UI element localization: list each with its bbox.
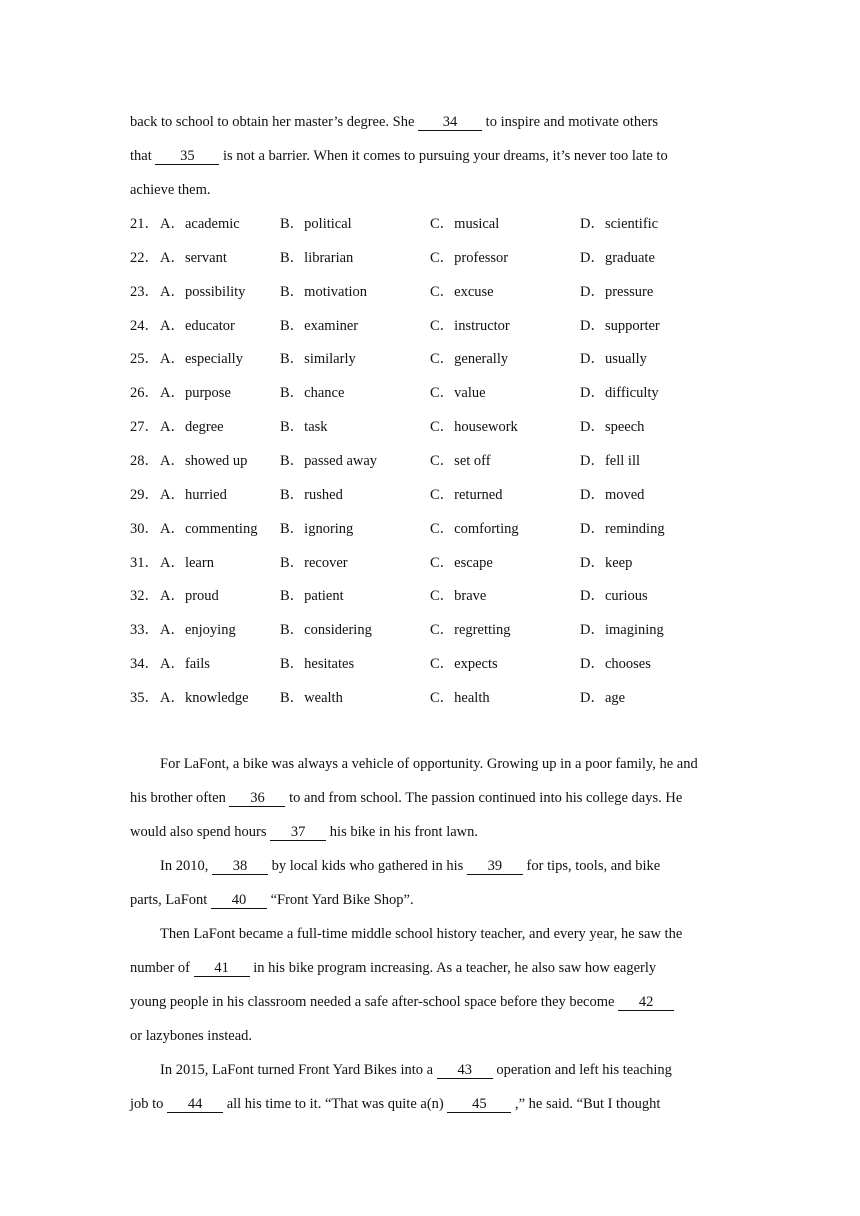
blank-41[interactable]: 41 <box>194 960 250 977</box>
question-number: 28． <box>130 453 159 469</box>
option-b[interactable]: B．hesitates <box>280 656 355 672</box>
text: that <box>130 148 156 164</box>
passage2-line: Then LaFont became a full-time middle school history teacher, and every year, he saw the <box>160 926 683 942</box>
text: is not a barrier. When it comes to pursuing your dreams, it’s never too late to <box>219 148 668 164</box>
option-d[interactable]: D．reminding <box>580 520 665 537</box>
option-d[interactable]: D．scientific <box>580 216 659 232</box>
option-d[interactable]: D．curious <box>580 588 648 605</box>
question-row <box>130 620 770 640</box>
option-a[interactable]: A．learn <box>160 554 214 571</box>
text: number of <box>130 960 194 976</box>
option-c[interactable]: C．value <box>430 385 486 402</box>
option-c[interactable]: C．comforting <box>430 520 519 537</box>
option-a[interactable]: A．especially <box>160 351 243 368</box>
option-d[interactable]: D．moved <box>580 486 645 503</box>
question-row <box>130 282 770 302</box>
passage1-line <box>130 112 658 132</box>
text: In 2010, <box>160 858 212 874</box>
passage2-line <box>130 1094 660 1114</box>
option-a[interactable]: A．educator <box>160 317 235 334</box>
question-row <box>130 451 770 471</box>
option-c[interactable]: C．excuse <box>430 283 494 300</box>
passage2-line: or lazybones instead. <box>130 1028 253 1044</box>
option-a[interactable]: A．hurried <box>160 486 227 503</box>
question-row <box>130 654 770 674</box>
option-d[interactable]: D．pressure <box>580 283 654 300</box>
option-c[interactable]: C．escape <box>430 554 493 571</box>
text: in his bike program increasing. As a teacher, he also saw how eagerly <box>249 960 657 976</box>
text: operation and left his teaching <box>492 1062 672 1078</box>
option-c[interactable]: C．housework <box>430 419 518 436</box>
question-row <box>130 485 770 505</box>
blank-34[interactable]: 34 <box>418 114 482 131</box>
option-a[interactable]: A．degree <box>160 419 224 436</box>
question-number: 26． <box>130 385 159 402</box>
option-a[interactable]: A．proud <box>160 588 219 605</box>
option-a[interactable]: A．fails <box>160 656 210 672</box>
option-a[interactable]: A．enjoying <box>160 622 236 639</box>
option-a[interactable]: A．academic <box>160 216 240 232</box>
question-number: 21． <box>130 216 159 232</box>
option-b[interactable]: B．examiner <box>280 317 359 334</box>
option-a[interactable]: A．purpose <box>160 385 231 402</box>
option-b[interactable]: B．considering <box>280 622 372 639</box>
text: parts, LaFont <box>130 892 211 908</box>
passage2-line <box>130 822 478 842</box>
question-number: 35． <box>130 689 159 706</box>
question-number: 24． <box>130 317 159 334</box>
passage2-line <box>130 958 656 978</box>
passage2-line: For LaFont, a bike was always a vehicle of opportunity. Growing up in a poor family, he and <box>160 756 698 772</box>
question-number: 34． <box>130 656 159 672</box>
option-d[interactable]: D．age <box>580 689 626 706</box>
passage2-line <box>160 856 660 876</box>
question-row <box>130 383 770 403</box>
question-row <box>130 417 770 437</box>
text: young people in his classroom needed a safe after-school space before they become <box>130 994 619 1010</box>
text: for tips, tools, and bike <box>522 858 661 874</box>
option-d[interactable]: D．supporter <box>580 317 660 334</box>
option-b[interactable]: B．task <box>280 419 328 436</box>
question-row <box>130 688 770 708</box>
text: to and from school. The passion continued into his college days. He <box>285 790 683 806</box>
option-b[interactable]: B．ignoring <box>280 520 354 537</box>
option-c[interactable]: C．generally <box>430 351 509 368</box>
option-c[interactable]: C．returned <box>430 486 503 503</box>
text: all his time to it. “That was quite a(n) <box>223 1096 448 1112</box>
blank-45[interactable]: 45 <box>447 1096 511 1113</box>
question-row <box>130 214 770 234</box>
option-a[interactable]: A．showed up <box>160 453 248 469</box>
option-b[interactable]: B．passed away <box>280 453 378 469</box>
blank-39[interactable]: 39 <box>467 858 523 875</box>
text: job to <box>130 1096 168 1112</box>
text: his brother often <box>130 790 230 806</box>
text: to inspire and motivate others <box>482 114 659 130</box>
option-c[interactable]: C．regretting <box>430 622 511 639</box>
option-b[interactable]: B．similarly <box>280 351 356 368</box>
option-d[interactable]: D．graduate <box>580 249 655 266</box>
option-d[interactable]: D．imagining <box>580 622 664 639</box>
question-row <box>130 553 770 573</box>
blank-38[interactable]: 38 <box>212 858 268 875</box>
passage2-line <box>160 1060 672 1080</box>
question-number: 30． <box>130 520 159 537</box>
blank-36[interactable]: 36 <box>229 790 285 807</box>
option-b[interactable]: B．rushed <box>280 486 343 503</box>
option-a[interactable]: A．servant <box>160 249 227 266</box>
option-c[interactable]: C．professor <box>430 249 509 266</box>
option-b[interactable]: B．chance <box>280 385 345 402</box>
text: back to school to obtain her master’s degree. She <box>130 114 419 130</box>
blank-42[interactable]: 42 <box>618 994 674 1011</box>
blank-37[interactable]: 37 <box>270 824 326 841</box>
question-row <box>130 316 770 336</box>
question-row <box>130 586 770 606</box>
option-b[interactable]: B．political <box>280 216 352 232</box>
option-c[interactable]: C．expects <box>430 656 498 672</box>
option-d[interactable]: D．difficulty <box>580 385 659 402</box>
text: would also spend hours <box>130 824 271 840</box>
question-number: 32． <box>130 588 159 605</box>
passage2-line <box>130 992 674 1012</box>
question-number: 25． <box>130 351 159 368</box>
blank-35[interactable]: 35 <box>155 148 219 165</box>
blank-40[interactable]: 40 <box>211 892 267 909</box>
question-number: 29． <box>130 486 159 503</box>
option-a[interactable]: A．commenting <box>160 520 258 537</box>
option-b[interactable]: B．patient <box>280 588 344 605</box>
option-c[interactable]: C．health <box>430 689 490 706</box>
blank-43[interactable]: 43 <box>437 1062 493 1079</box>
question-row <box>130 248 770 268</box>
option-a[interactable]: A．knowledge <box>160 689 249 706</box>
passage1-line <box>130 146 668 166</box>
question-number: 27． <box>130 419 159 436</box>
text: ,” he said. “But I thought <box>511 1096 661 1112</box>
question-number: 33． <box>130 622 159 639</box>
blank-44[interactable]: 44 <box>167 1096 223 1113</box>
option-d[interactable]: D．usually <box>580 351 647 368</box>
option-d[interactable]: D．fell ill <box>580 453 641 469</box>
option-b[interactable]: B．recover <box>280 554 348 571</box>
option-d[interactable]: D．speech <box>580 419 645 436</box>
option-c[interactable]: C．brave <box>430 588 487 605</box>
text: “Front Yard Bike Shop”. <box>266 892 414 908</box>
text: his bike in his front lawn. <box>326 824 479 840</box>
text: In 2015, LaFont turned Front Yard Bikes into a <box>160 1062 437 1078</box>
option-d[interactable]: D．chooses <box>580 656 651 672</box>
option-c[interactable]: C．instructor <box>430 317 510 334</box>
text: by local kids who gathered in his <box>267 858 467 874</box>
option-d[interactable]: D．keep <box>580 554 633 571</box>
option-c[interactable]: C．set off <box>430 453 491 469</box>
question-row <box>130 349 770 369</box>
passage1-line: achieve them. <box>130 182 211 198</box>
passage2-line <box>130 890 414 910</box>
question-row <box>130 519 770 539</box>
question-number: 22． <box>130 249 159 266</box>
option-b[interactable]: B．motivation <box>280 283 367 300</box>
question-number: 31． <box>130 554 159 571</box>
option-a[interactable]: A．possibility <box>160 283 246 300</box>
option-c[interactable]: C．musical <box>430 216 500 232</box>
passage2-line <box>130 788 682 808</box>
question-number: 23． <box>130 283 159 300</box>
option-b[interactable]: B．wealth <box>280 689 343 706</box>
option-b[interactable]: B．librarian <box>280 249 354 266</box>
